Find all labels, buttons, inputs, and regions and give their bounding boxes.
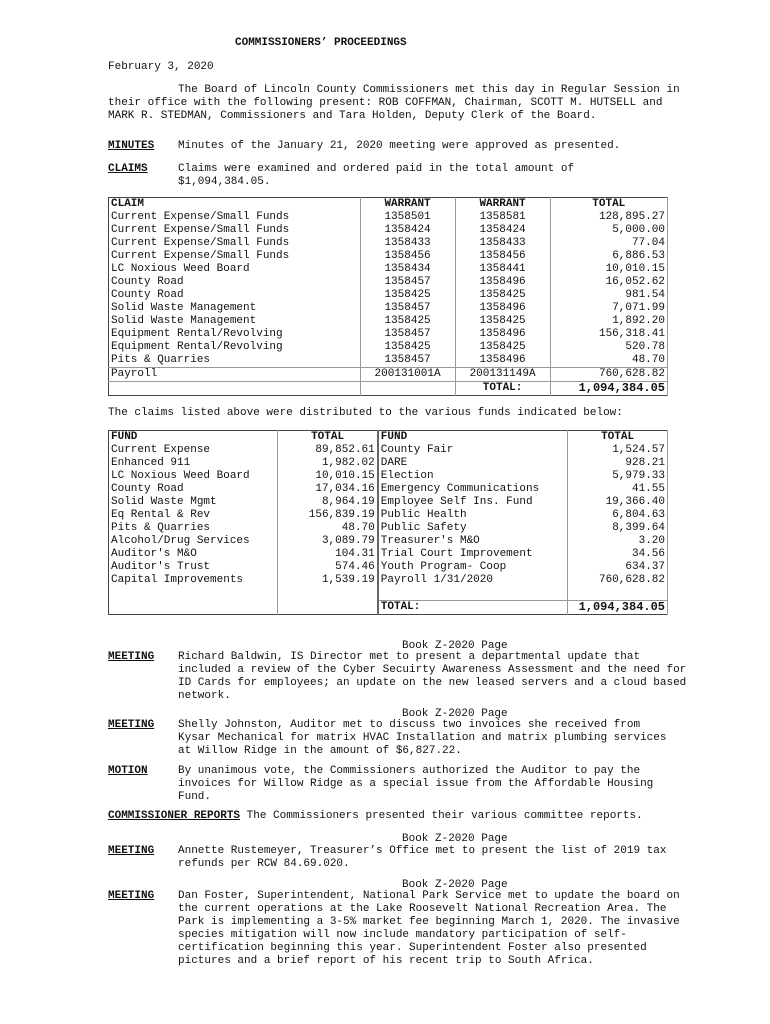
claim-name: County Road [109,289,361,302]
funds-header-total-right: TOTAL [568,431,668,445]
fund-total-right: 34.56 [568,548,668,561]
warrant-to: 1358456 [455,250,550,263]
claim-total: 5,000.00 [550,224,667,237]
fund-total-left: 156,839.19 [278,509,378,522]
claim-total: 128,895.27 [550,211,667,224]
warrant-from: 1358456 [360,250,455,263]
section-2-book-ref: Book Z-2020 Page [402,708,508,720]
claim-total: 7,071.99 [550,302,667,315]
warrant-from: 1358434 [360,263,455,276]
warrant-to: 1358433 [455,237,550,250]
funds-row [109,535,668,548]
section-1-text: Richard Baldwin, IS Director met to present a departmental update that included a review of the Cyber Secuirty Awareness Assessment and the need for ID Cards for employees; an update on the new leased servers and a cloud based network. [178,651,687,702]
fund-name-right: Public Health [378,509,568,522]
funds-total-empty [278,601,378,615]
warrant-to: 1358425 [455,289,550,302]
warrant-from: 1358457 [360,276,455,289]
claims-row [109,289,668,302]
funds-row [109,444,668,457]
fund-total-right: 41.55 [568,483,668,496]
fund-name-left: Capital Improvements [109,574,278,587]
claim-name: Current Expense/Small Funds [109,250,361,263]
distribution-text: The claims listed above were distributed to the various funds indicated below: [108,407,623,419]
funds-blank-cell [378,587,568,601]
warrant-from: 1358457 [360,302,455,315]
funds-row [109,522,668,535]
fund-total-left: 574.46 [278,561,378,574]
section-2-label: MEETING [108,719,155,731]
claims-row [109,211,668,224]
warrant-to: 1358496 [455,354,550,368]
claims-label: CLAIMS [108,163,148,175]
funds-grand-total: 1,094,384.05 [568,601,668,615]
fund-name-right: Treasurer's M&O [378,535,568,548]
claims-total-empty [360,382,455,396]
funds-blank-cell [568,587,668,601]
fund-name-left: Current Expense [109,444,278,457]
funds-row [109,574,668,587]
claims-row [109,263,668,276]
claim-total: 16,052.62 [550,276,667,289]
claims-row [109,354,668,368]
claims-body [109,211,668,382]
fund-total-right: 8,399.64 [568,522,668,535]
fund-name-left: Alcohol/Drug Services [109,535,278,548]
funds-body [109,444,668,587]
warrant-to: 1358424 [455,224,550,237]
funds-table [108,430,668,615]
claims-header-claim: CLAIM [109,198,361,212]
fund-name-left: LC Noxious Weed Board [109,470,278,483]
claims-header-row [109,198,668,212]
fund-name-right: Emergency Communications [378,483,568,496]
fund-total-right: 5,979.33 [568,470,668,483]
fund-name-left: Enhanced 911 [109,457,278,470]
warrant-from: 1358425 [360,289,455,302]
claims-header-total: TOTAL [550,198,667,212]
claim-total: 6,886.53 [550,250,667,263]
minutes-text: Minutes of the January 21, 2020 meeting were approved as presented. [178,140,621,152]
claims-row [109,341,668,354]
fund-total-right: 3.20 [568,535,668,548]
claims-total-empty [109,382,361,396]
claim-name: Current Expense/Small Funds [109,211,361,224]
claim-total: 1,892.20 [550,315,667,328]
minutes-label: MINUTES [108,140,155,152]
section-4-label: COMMISSIONER REPORTS [108,810,241,822]
section-1-label: MEETING [108,651,155,663]
claim-name: County Road [109,276,361,289]
fund-total-right: 634.37 [568,561,668,574]
funds-total-row [109,601,668,615]
claim-name: Equipment Rental/Revolving [109,341,361,354]
meeting-date: February 3, 2020 [108,61,214,73]
warrant-from: 1358501 [360,211,455,224]
claim-name: Solid Waste Management [109,315,361,328]
funds-row [109,483,668,496]
warrant-to: 1358581 [455,211,550,224]
section-6-book-ref: Book Z-2020 Page [402,879,508,891]
funds-row [109,509,668,522]
warrant-to: 1358441 [455,263,550,276]
funds-blank-row [109,587,668,601]
fund-total-left: 89,852.61 [278,444,378,457]
warrant-from: 1358424 [360,224,455,237]
section-6-text: Dan Foster, Superintendent, National Park Service met to update the board on the current operations at the Lake Roosevelt National Recreation Area. The Park is implementing a 3-5% market fee beginning March 1, 2020. The invasive species mitigation will now include mandatory participation of self-certification beginning this year. Superintendent Foster also presented pictures and a brief report of his recent trip to South Africa. [178,890,680,967]
fund-total-right: 19,366.40 [568,496,668,509]
fund-name-right: Public Safety [378,522,568,535]
claim-total: 520.78 [550,341,667,354]
fund-total-left: 1,539.19 [278,574,378,587]
section-4-text: The Commissioners presented their various committee reports. [246,810,643,822]
section-6-label: MEETING [108,890,155,902]
fund-total-left: 17,034.16 [278,483,378,496]
funds-header-row [109,431,668,445]
claims-total-label: TOTAL: [455,382,550,396]
claim-total: 10,010.15 [550,263,667,276]
claim-total: 760,628.82 [550,368,667,382]
fund-name-right: Youth Program- Coop [378,561,568,574]
funds-row [109,470,668,483]
warrant-from: 200131001A [360,368,455,382]
fund-total-left: 48.70 [278,522,378,535]
fund-name-right: Employee Self Ins. Fund [378,496,568,509]
claims-table [108,197,668,396]
warrant-to: 1358425 [455,341,550,354]
funds-row [109,496,668,509]
section-5-label: MEETING [108,845,155,857]
warrant-from: 1358433 [360,237,455,250]
claim-total: 981.54 [550,289,667,302]
intro-paragraph: The Board of Lincoln County Commissioners met this day in Regular Session in their office with the following present: ROB COFFMAN, Chairman, SCOTT M. HUTSELL and MARK R. STEDMAN, Commissioners and Tara Holden, Deputy Clerk of the Board. [108,84,680,122]
section-4-line [108,810,643,823]
claim-name: Payroll [109,368,361,382]
claims-header-warrant-from: WARRANT [360,198,455,212]
fund-total-right: 6,804.63 [568,509,668,522]
fund-total-left: 10,010.15 [278,470,378,483]
fund-name-left: Auditor's Trust [109,561,278,574]
claims-header-warrant-to: WARRANT [455,198,550,212]
funds-row [109,548,668,561]
fund-total-right: 928.21 [568,457,668,470]
claim-name: Solid Waste Management [109,302,361,315]
claim-name: LC Noxious Weed Board [109,263,361,276]
fund-name-right: Election [378,470,568,483]
claim-total: 77.04 [550,237,667,250]
funds-total-empty [109,601,278,615]
warrant-to: 1358425 [455,315,550,328]
claims-grand-total: 1,094,384.05 [550,382,667,396]
section-2-text: Shelly Johnston, Auditor met to discuss two invoices she received from Kysar Mechanical for matrix HVAC Installation and matrix plumbing services at Willow Ridge in the amount of $6,827.22. [178,719,667,757]
fund-name-right: Trial Court Improvement [378,548,568,561]
warrant-from: 1358457 [360,328,455,341]
claim-name: Current Expense/Small Funds [109,224,361,237]
funds-blank-cell [278,587,378,601]
claim-name: Equipment Rental/Revolving [109,328,361,341]
section-1-book-ref: Book Z-2020 Page [402,640,508,652]
fund-name-left: Auditor's M&O [109,548,278,561]
funds-header-total-left: TOTAL [278,431,378,445]
fund-name-left: Solid Waste Mgmt [109,496,278,509]
claims-row [109,302,668,315]
warrant-to: 1358496 [455,276,550,289]
section-3-label: MOTION [108,765,148,777]
fund-total-left: 8,964.19 [278,496,378,509]
claims-row [109,224,668,237]
funds-blank-cell [109,587,278,601]
claims-row [109,315,668,328]
warrant-to: 1358496 [455,328,550,341]
fund-name-right: DARE [378,457,568,470]
fund-total-left: 1,982.02 [278,457,378,470]
claims-total-row [109,382,668,396]
fund-name-left: County Road [109,483,278,496]
claims-text: Claims were examined and ordered paid in the total amount of $1,094,384.05. [178,163,575,188]
warrant-to: 200131149A [455,368,550,382]
section-3-text: By unanimous vote, the Commissioners authorized the Auditor to pay the invoices for Willow Ridge as a special issue from the Affordable Housing Fund. [178,765,654,803]
claim-total: 48.70 [550,354,667,368]
claim-total: 156,318.41 [550,328,667,341]
fund-total-right: 1,524.57 [568,444,668,457]
fund-total-left: 104.31 [278,548,378,561]
funds-header-fund-left: FUND [109,431,278,445]
fund-name-right: Payroll 1/31/2020 [378,574,568,587]
section-5-book-ref: Book Z-2020 Page [402,833,508,845]
page-title: COMMISSIONERS’ PROCEEDINGS [235,37,407,49]
claims-row [109,276,668,289]
fund-name-left: Pits & Quarries [109,522,278,535]
funds-header-fund-right: FUND [378,431,568,445]
fund-name-right: County Fair [378,444,568,457]
funds-total-label: TOTAL: [378,601,568,615]
warrant-from: 1358425 [360,315,455,328]
claims-row [109,237,668,250]
claims-row [109,368,668,382]
funds-row [109,561,668,574]
claim-name: Pits & Quarries [109,354,361,368]
warrant-from: 1358425 [360,341,455,354]
warrant-from: 1358457 [360,354,455,368]
claims-row [109,328,668,341]
section-5-text: Annette Rustemeyer, Treasurer’s Office met to present the list of 2019 tax refunds per RCW 84.69.020. [178,845,667,870]
fund-total-left: 3,089.79 [278,535,378,548]
claim-name: Current Expense/Small Funds [109,237,361,250]
funds-row [109,457,668,470]
warrant-to: 1358496 [455,302,550,315]
fund-name-left: Eq Rental & Rev [109,509,278,522]
fund-total-right: 760,628.82 [568,574,668,587]
claims-row [109,250,668,263]
